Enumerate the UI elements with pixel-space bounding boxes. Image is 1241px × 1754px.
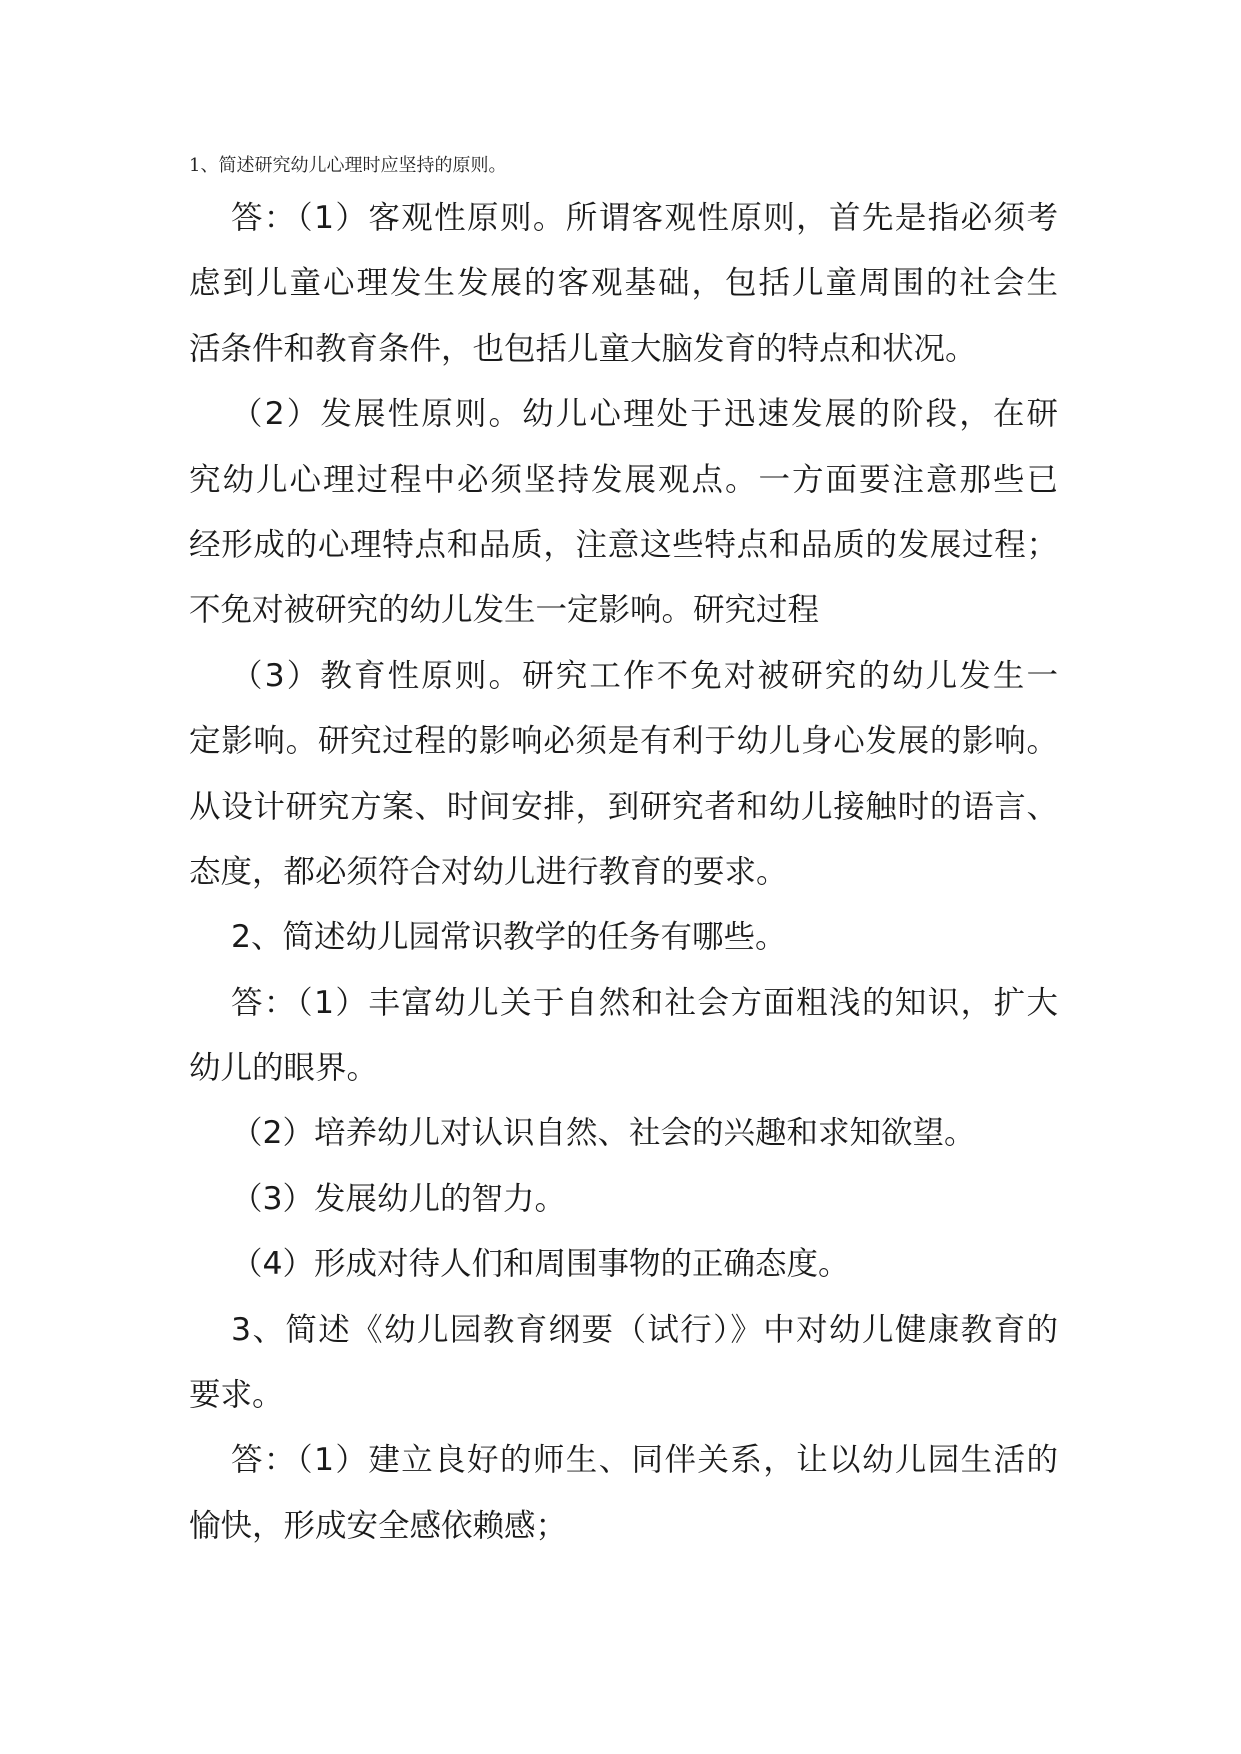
paragraph-line: （4）形成对待人们和周围事物的正确态度。 <box>231 1246 850 1283</box>
answer-1-principle-objectivity <box>189 186 1058 382</box>
paragraph-line: 答：（1）建立良好的师生、同伴关系，让以幼儿园生活的 <box>231 1442 1058 1479</box>
answer-2-item-2 <box>189 1101 1058 1166</box>
paragraph-line: 不免对被研究的幼儿发生一定影响。研究过程 <box>189 592 820 629</box>
paragraph-line: 定影响。研究过程的影响必须是有利于幼儿身心发展的影响。 <box>189 723 1058 760</box>
answer-1-principle-development <box>189 382 1058 644</box>
paragraph-line: （3）教育性原则。研究工作不免对被研究的幼儿发生一 <box>231 657 1058 694</box>
paragraph-line: （3）发展幼儿的智力。 <box>231 1180 567 1217</box>
question-3-heading <box>189 1298 1058 1429</box>
paragraph-line: 愉快，形成安全感依赖感； <box>189 1507 568 1544</box>
paragraph-line: （2）发展性原则。幼儿心理处于迅速发展的阶段，在研 <box>231 396 1058 433</box>
paragraph-line: 经形成的心理特点和品质，注意这些特点和品质的发展过程； <box>189 526 1058 563</box>
answer-2-item-3 <box>189 1167 1058 1232</box>
question-2-heading <box>189 905 1058 970</box>
answer-3-item-1 <box>189 1428 1058 1559</box>
question-1-heading: 1、简述研究幼儿心理时应坚持的原则。 <box>189 155 507 176</box>
paragraph-line: 答：（1）客观性原则。所谓客观性原则，首先是指必须考 <box>231 200 1058 236</box>
answer-1-principle-education <box>189 644 1058 906</box>
paragraph-line: 答：（1）丰富幼儿关于自然和社会方面粗浅的知识，扩大 <box>231 984 1058 1021</box>
paragraph-line: 究幼儿心理过程中必须坚持发展观点。一方面要注意那些已 <box>189 461 1058 498</box>
paragraph-line: 要求。 <box>189 1377 284 1414</box>
answer-2-item-1 <box>189 971 1058 1102</box>
paragraph-line: 3、简述《幼儿园教育纲要（试行）》中对幼儿健康教育的 <box>231 1311 1058 1348</box>
paragraph-line: 活条件和教育条件，也包括儿童大脑发育的特点和状况。 <box>189 330 977 367</box>
paragraph-line: 态度，都必须符合对幼儿进行教育的要求。 <box>189 853 788 890</box>
paragraph-line: 2、简述幼儿园常识教学的任务有哪些。 <box>231 919 787 956</box>
paragraph-line: （2）培养幼儿对认识自然、社会的兴趣和求知欲望。 <box>231 1115 976 1152</box>
answer-2-item-4 <box>189 1232 1058 1297</box>
paragraph-line: 幼儿的眼界。 <box>189 1050 379 1087</box>
document-body <box>189 186 1058 1559</box>
paragraph-line: 虑到儿童心理发生发展的客观基础，包括儿童周围的社会生 <box>189 265 1058 302</box>
paragraph-line: 从设计研究方案、时间安排，到研究者和幼儿接触时的语言、 <box>189 788 1058 825</box>
